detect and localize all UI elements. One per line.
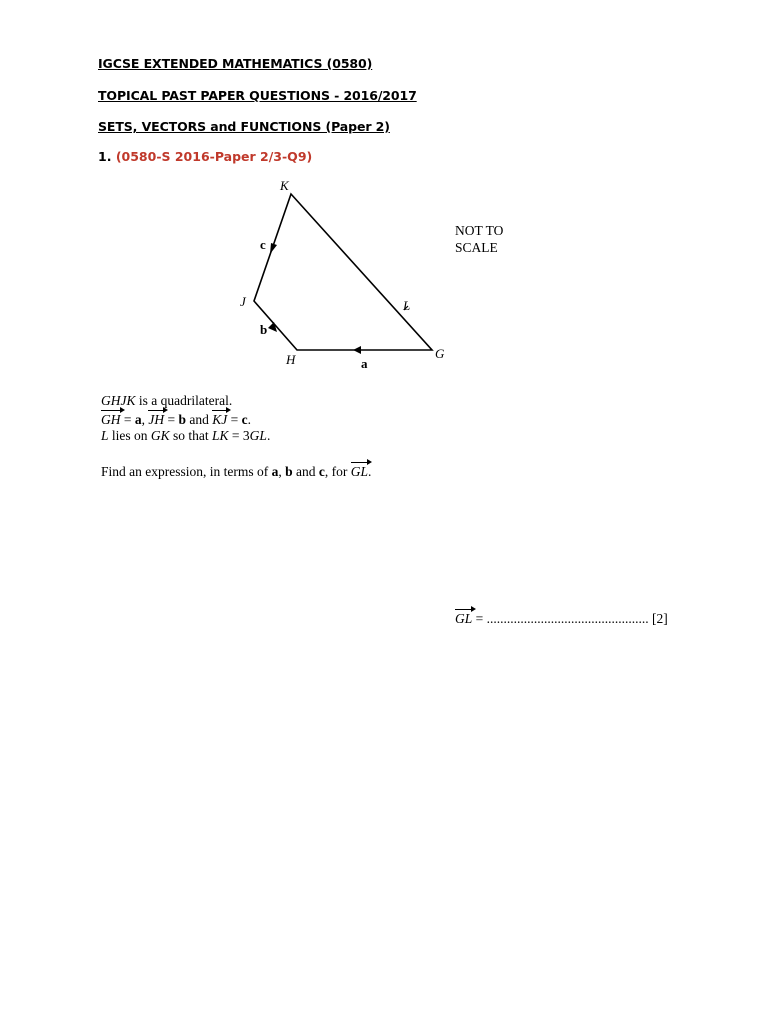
label-c: c bbox=[260, 237, 266, 252]
statement-vectors: GH = a, JH = b and KJ = c. bbox=[101, 412, 252, 427]
topic-heading: SETS, VECTORS and FUNCTIONS (Paper 2) bbox=[98, 119, 390, 134]
label-b: b bbox=[260, 322, 268, 337]
vector-kj: KJ bbox=[212, 412, 228, 427]
vector-gl: GL bbox=[350, 464, 369, 479]
label-h: H bbox=[286, 352, 296, 367]
answer-line: GL = ................................................ [2] bbox=[455, 611, 668, 626]
question-prompt: Find an expression, in terms of a, b and c, for GL. bbox=[101, 464, 372, 479]
not-to-scale-line2: SCALE bbox=[455, 240, 498, 255]
label-a: a bbox=[361, 356, 368, 371]
document-subtitle: TOPICAL PAST PAPER QUESTIONS - 2016/2017 bbox=[98, 88, 417, 103]
not-to-scale-line1: NOT TO bbox=[455, 223, 504, 238]
statement-point-l: L lies on GK so that LK = 3GL. bbox=[101, 428, 271, 443]
answer-blank[interactable]: ................................................ bbox=[486, 611, 649, 626]
quadrilateral-diagram bbox=[230, 170, 470, 380]
label-l: L bbox=[403, 298, 411, 313]
arrow-a-icon bbox=[353, 346, 361, 354]
question-number: 1. bbox=[98, 149, 112, 164]
question-code: (0580-S 2016-Paper 2/3-Q9) bbox=[115, 149, 313, 164]
vector-gh: GH bbox=[101, 412, 121, 427]
quadrilateral-outline bbox=[254, 194, 432, 350]
arrow-b-icon bbox=[268, 322, 277, 332]
label-j: J bbox=[240, 294, 246, 309]
question-heading bbox=[98, 149, 312, 164]
marks: [2] bbox=[648, 611, 668, 626]
label-k: K bbox=[280, 178, 289, 193]
arrow-c-icon bbox=[270, 243, 277, 254]
answer-vector-gl: GL bbox=[455, 611, 473, 626]
label-g: G bbox=[435, 346, 445, 361]
statement-quadrilateral: GHJK is a quadrilateral. bbox=[101, 393, 233, 408]
document-title: IGCSE EXTENDED MATHEMATICS (0580) bbox=[98, 56, 373, 71]
vector-jh: JH bbox=[148, 412, 165, 427]
